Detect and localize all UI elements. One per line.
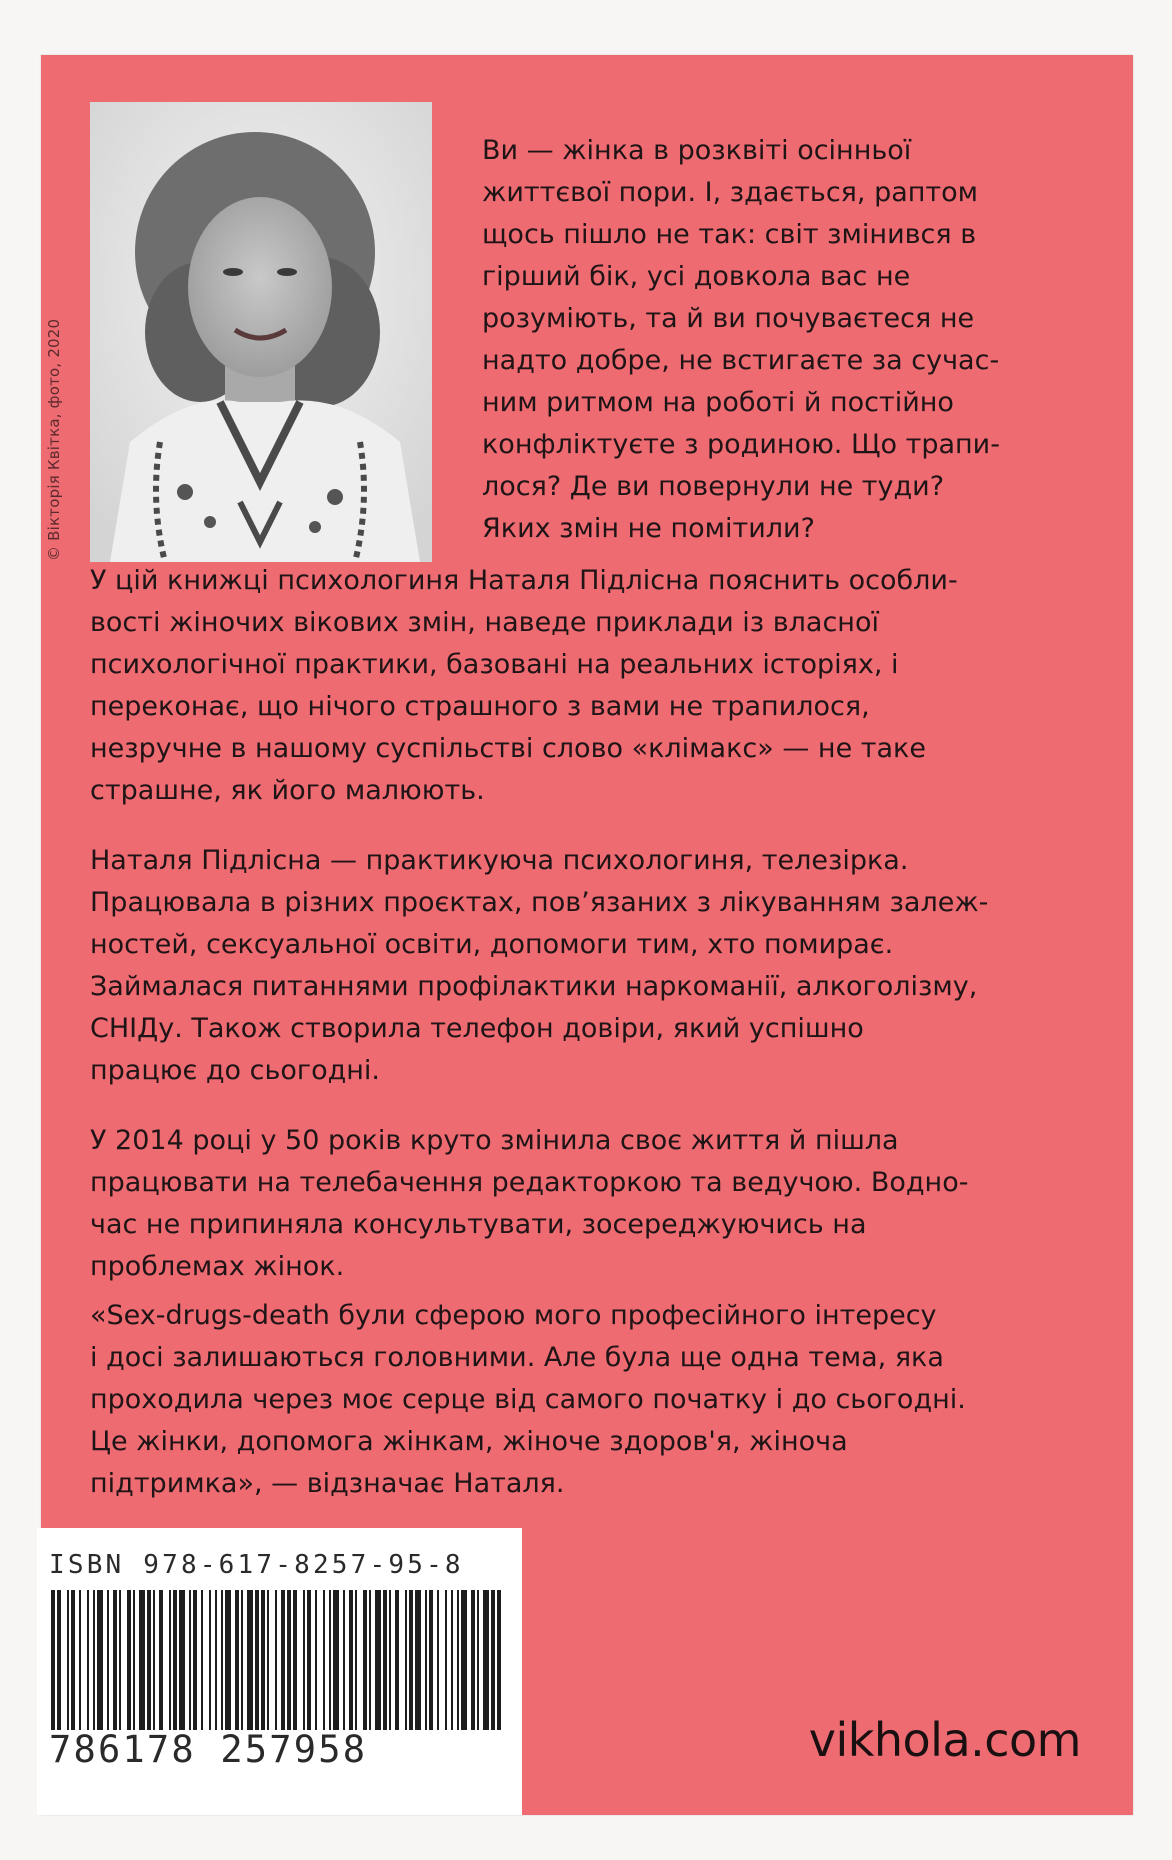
text-line: страшне, як його малюють. bbox=[90, 775, 485, 806]
text-line: Наталя Підлісна — практикуюча психологиня, телезірка. bbox=[90, 845, 909, 876]
text-line: проблемах жінок. bbox=[90, 1251, 345, 1282]
intro-paragraph bbox=[482, 130, 1102, 550]
text-line: Займалася питаннями профілактики наркоманії, алкоголізму, bbox=[90, 971, 978, 1002]
text-line: проходила через моє серце від самого початку і до сьогодні. bbox=[90, 1384, 966, 1415]
text-line: Ви — жінка в розквіті осінньої bbox=[482, 135, 912, 166]
text-line: конфліктуєте з родиною. Що трапи- bbox=[482, 429, 1000, 460]
text-line: надто добре, не встигаєте за сучас- bbox=[482, 345, 1000, 376]
book-description-paragraph bbox=[90, 560, 1100, 812]
text-line: ностей, сексуальної освіти, допомоги тим, хто помирає. bbox=[90, 929, 894, 960]
barcode-icon bbox=[49, 1590, 505, 1730]
text-line: СНІДу. Також створила телефон довіри, який успішно bbox=[90, 1013, 864, 1044]
publisher-website: vikhola.com bbox=[808, 1713, 1081, 1767]
text-line: підтримка», — відзначає Наталя. bbox=[90, 1468, 565, 1499]
text-line: лося? Де ви повернули не туди? bbox=[482, 471, 945, 502]
text-line: Яких змін не помітили? bbox=[482, 513, 815, 544]
text-line: незручне в нашому суспільстві слово «клімакс» — не таке bbox=[90, 733, 926, 764]
career-paragraph bbox=[90, 1120, 1100, 1288]
text-line: і досі залишаються головними. Але була ще одна тема, яка bbox=[90, 1342, 944, 1373]
text-line: час не припиняла консультувати, зосереджуючись на bbox=[90, 1209, 867, 1240]
text-line: «Sex-drugs-death були сферою мого професійного інтересу bbox=[90, 1300, 937, 1331]
author-photo bbox=[90, 102, 432, 562]
text-line: Працювала в різних проєктах, пов’язаних з лікуванням залеж- bbox=[90, 887, 989, 918]
quote-paragraph bbox=[90, 1295, 1100, 1505]
text-line: ним ритмом на роботі й постійно bbox=[482, 387, 954, 418]
text-line: працює до сьогодні. bbox=[90, 1055, 380, 1086]
text-line: переконає, що нічого страшного з вами не трапилося, bbox=[90, 691, 870, 722]
text-line: працювати на телебачення редакторкою та ведучою. Водно- bbox=[90, 1167, 969, 1198]
barcode-digits: 786178 257958 bbox=[49, 1728, 368, 1771]
photo-credit: © Вікторія Квітка, фото, 2020 bbox=[45, 318, 63, 561]
text-line: розуміють, та й ви почуваєтеся не bbox=[482, 303, 975, 334]
text-line: У 2014 році у 50 років круто змінила своє життя й пішла bbox=[90, 1125, 899, 1156]
author-bio-paragraph bbox=[90, 840, 1100, 1092]
barcode-label bbox=[37, 1528, 522, 1815]
text-line: гірший бік, усі довкола вас не bbox=[482, 261, 911, 292]
text-line: У цій книжці психологиня Наталя Підлісна пояснить особли- bbox=[90, 565, 958, 596]
text-line: життєвої пори. І, здається, раптом bbox=[482, 177, 979, 208]
text-line: щось пішло не так: світ змінився в bbox=[482, 219, 977, 250]
text-line: Це жінки, допомога жінкам, жіноче здоров'я, жіноча bbox=[90, 1426, 848, 1457]
book-back-cover bbox=[41, 55, 1133, 1815]
text-line: психологічної практики, базовані на реальних історіях, і bbox=[90, 649, 899, 680]
isbn-number: ISBN 978-617-8257-95-8 bbox=[49, 1550, 464, 1580]
text-line: вості жіночих вікових змін, наведе приклади із власної bbox=[90, 607, 879, 638]
